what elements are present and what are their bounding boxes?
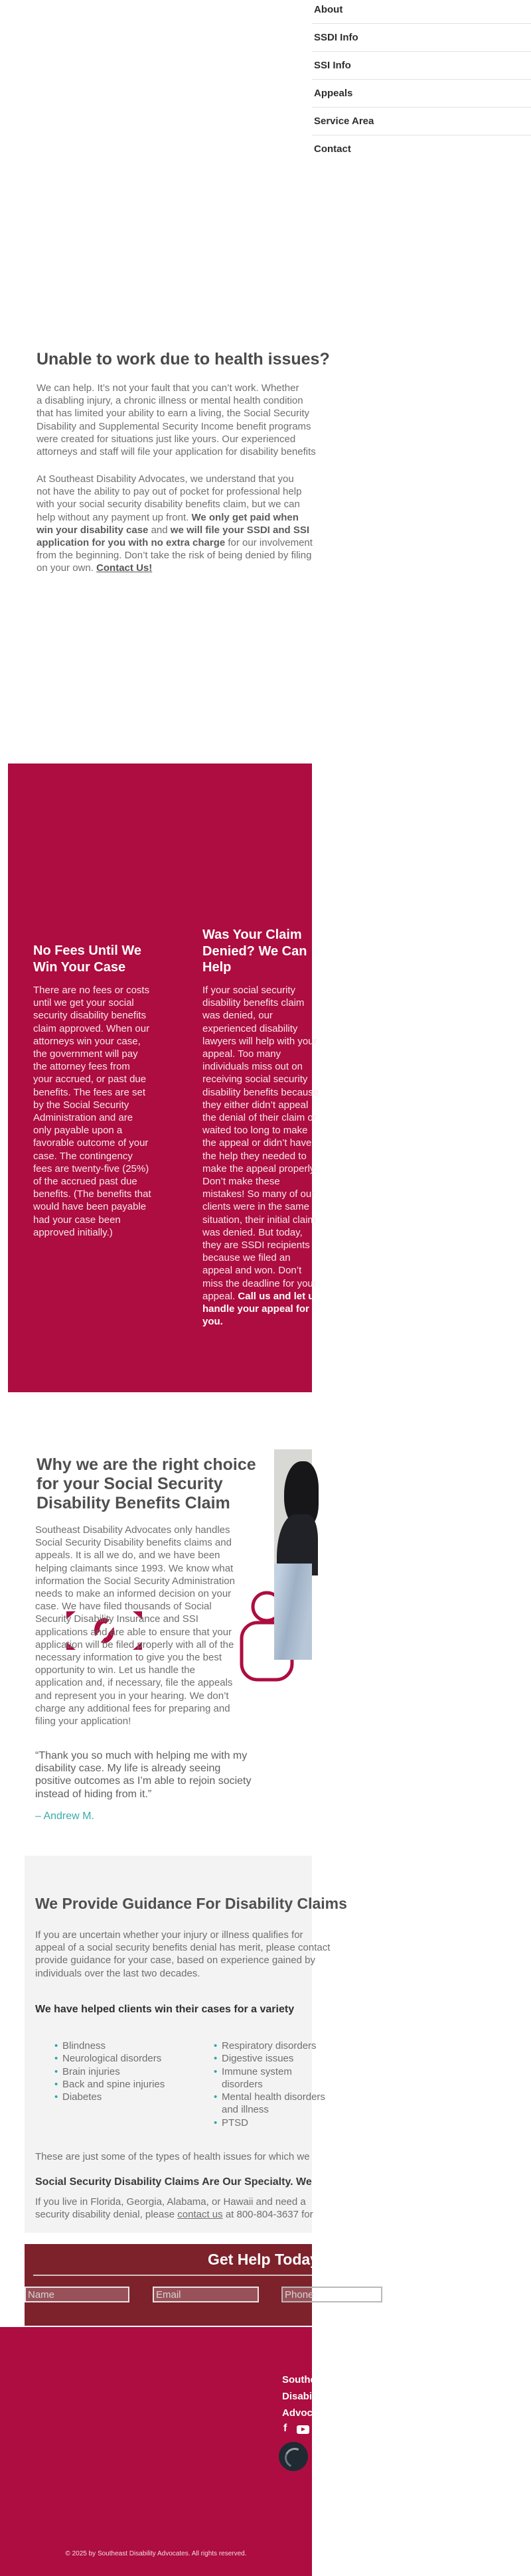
text-line: was denied. But today, bbox=[202, 1226, 303, 1238]
nav-item-ssdi-info[interactable]: SSDI Info bbox=[312, 24, 531, 52]
text-line: were created for situations just like yours. Our experienced bbox=[37, 433, 296, 445]
text-line: There are no fees or costs bbox=[33, 985, 150, 996]
text-line: application for you with no extra charge for our involvement bbox=[37, 537, 313, 549]
text-line: claim approved. When our bbox=[33, 1022, 150, 1034]
nav-item-ssi-info[interactable]: SSI Info bbox=[312, 52, 531, 80]
text-line: Don’t make these bbox=[202, 1176, 280, 1188]
contact-para-line-1: If you live in Florida, Georgia, Alabama, or Hawaii and need a bbox=[35, 2196, 306, 2208]
text-line: benefits. The fees are set bbox=[33, 1086, 145, 1098]
text-line: they are SSDI recipients bbox=[202, 1240, 310, 1251]
text-line: disability benefits claim bbox=[202, 997, 305, 1009]
text-line: Administration and are bbox=[33, 1112, 133, 1124]
footer-brand-line-1: Southeast bbox=[282, 2374, 331, 2385]
text-line: security disability benefits bbox=[33, 1010, 147, 1022]
nav-item-contact[interactable]: Contact bbox=[314, 143, 351, 155]
text-line: information the Social Security Administration bbox=[35, 1575, 235, 1587]
claim-denied-body bbox=[202, 984, 320, 1328]
text-line: Disability and Supplemental Security Income benefit programs bbox=[37, 420, 311, 432]
contact-line2-pre: security disability denial, please bbox=[35, 2209, 178, 2221]
text-line: until we get your social bbox=[33, 997, 134, 1009]
text-line: that has limited your ability to earn a living, the Social Security bbox=[37, 408, 310, 420]
text-line: appeal and won. Don’t bbox=[202, 1265, 302, 1277]
guidance-heading bbox=[35, 1895, 347, 1915]
text-line: lawyers will help with your bbox=[202, 1035, 317, 1047]
text-line: because we filed an bbox=[202, 1252, 291, 1264]
text-line bbox=[202, 1303, 312, 1315]
text-line: individuals over the last two decades. bbox=[35, 1967, 200, 1979]
text-line: application and, if necessary, file the appeals bbox=[35, 1677, 233, 1689]
bold-text: application for you with no extra charge bbox=[37, 537, 226, 549]
text-line: they either didn’t appeal bbox=[202, 1099, 309, 1111]
copyright-text: © 2025 by Southeast Disability Advocates. All rights reserved. bbox=[65, 2550, 247, 2557]
hero-paragraph-2 bbox=[37, 473, 312, 578]
guidance-closing-text: These are just some of the types of health issues for which we bbox=[35, 2151, 310, 2162]
claim-denied-heading bbox=[202, 927, 312, 976]
text-line: make the appeal properly. bbox=[202, 1163, 317, 1174]
text-line: with your social security disability benefits claim, but we can bbox=[37, 499, 300, 511]
footer-brand-line-3: Advocates bbox=[282, 2407, 333, 2419]
text-line: the appeal or didn’t have bbox=[202, 1137, 312, 1149]
text-line: only payable upon a bbox=[33, 1125, 123, 1137]
text-line: Why we are the right choice bbox=[37, 1455, 256, 1474]
text-line: Disability Benefits Claim bbox=[37, 1494, 230, 1512]
text-line: attorneys win your case, bbox=[33, 1035, 141, 1047]
contact-us-link[interactable]: contact us bbox=[177, 2209, 223, 2221]
text-line: Help bbox=[202, 960, 232, 975]
nav-item-about[interactable]: About bbox=[312, 0, 531, 24]
bullet-item: • Mental health disorders bbox=[214, 2091, 312, 2103]
name-input[interactable] bbox=[25, 2287, 129, 2302]
text-line: No Fees Until We bbox=[33, 943, 141, 958]
text-line: not have the ability to pay out of pocket for professional help bbox=[37, 486, 302, 498]
form-title: Get Help Today bbox=[208, 2251, 319, 2268]
text-line: clients were in the same bbox=[202, 1201, 309, 1213]
text-line: If your social security bbox=[202, 985, 296, 996]
testimonial-quote bbox=[35, 1749, 312, 1801]
text-line: applications and are able to ensure that your bbox=[35, 1626, 232, 1638]
form-divider-rule bbox=[33, 2275, 312, 2276]
text-line: the government will pay bbox=[33, 1048, 138, 1060]
text-line: a disabling injury, a chronic illness or mental health condition bbox=[37, 395, 303, 407]
text-line: At Southeast Disability Advocates, we understand that you bbox=[37, 473, 294, 485]
text-line: appeal. Too many bbox=[202, 1048, 281, 1060]
text-line: the denial of their claim or bbox=[202, 1112, 317, 1124]
text-line: would have been payable bbox=[33, 1201, 147, 1213]
text-line: attorneys and staff will file your application for disability benefits bbox=[37, 446, 316, 458]
text-line: on your own. Contact Us! bbox=[37, 562, 153, 574]
contact-us-link[interactable]: Contact Us! bbox=[96, 562, 153, 574]
text-line: mistakes! So many of our bbox=[202, 1188, 315, 1200]
text-line: individuals miss out on bbox=[202, 1061, 303, 1073]
text-line: If you are uncertain whether your injury or illness qualifies for bbox=[35, 1929, 303, 1941]
conditions-list-right bbox=[214, 2040, 325, 2129]
text-line: appeal of a social security benefits denial has merit, please contact bbox=[35, 1942, 331, 1954]
text-line: benefits. (The benefits that bbox=[33, 1188, 151, 1200]
bullet-item-continuation: and illness bbox=[222, 2104, 269, 2116]
text-line: opportunity to win. Let us handle the bbox=[35, 1664, 195, 1676]
benefits-section bbox=[8, 764, 320, 1392]
text-line: situation, their initial claim bbox=[202, 1214, 316, 1226]
text-line: fees are twenty-five (25%) bbox=[33, 1163, 149, 1174]
text-line: disability case. My life is already seeing bbox=[35, 1763, 221, 1775]
text-line: the help they needed to bbox=[202, 1150, 307, 1162]
no-fees-body bbox=[33, 984, 166, 1239]
text-line: “Thank you so much with helping me with my bbox=[35, 1750, 248, 1761]
text-line: provide guidance for your case, based on experience gained by bbox=[35, 1955, 315, 1967]
choice-heading bbox=[37, 1455, 312, 1513]
text-line: appeals. It is all we do, and we have been bbox=[35, 1550, 220, 1562]
text-line: help without any payment up front. We only get paid when bbox=[37, 511, 299, 523]
text-line: by the Social Security bbox=[33, 1099, 129, 1111]
bullet-item-continuation: disorders bbox=[222, 2078, 263, 2090]
youtube-icon[interactable] bbox=[297, 2425, 309, 2434]
text-line: Was Your Claim bbox=[202, 927, 302, 942]
phone-input[interactable] bbox=[281, 2287, 382, 2302]
text-line: Denied? We Can bbox=[202, 943, 307, 959]
text-line: the attorney fees from bbox=[33, 1061, 130, 1073]
text-line: your accrued, or past due bbox=[33, 1074, 147, 1086]
text-line: application will be filed properly with all of the bbox=[35, 1639, 234, 1650]
bullet-item: • PTSD bbox=[214, 2117, 312, 2129]
footer-brand-line-2: Disability bbox=[282, 2391, 327, 2402]
text-line: for your Social Security bbox=[37, 1475, 223, 1493]
bold-text: Call us and let us bbox=[238, 1290, 320, 1302]
bold-text: win your disability case bbox=[37, 524, 149, 536]
text-line: was denied, our bbox=[202, 1010, 273, 1022]
text-line: Security Disability Insurance and SSI bbox=[35, 1613, 198, 1625]
guidance-subheading-text: We have helped clients win their cases for a variety bbox=[35, 2004, 295, 2015]
guidance-paragraph bbox=[35, 1929, 331, 1980]
text-line: from the beginning. Don’t take the risk of being denied by filing bbox=[37, 550, 312, 562]
choice-paragraph bbox=[35, 1524, 312, 1728]
text-line: approved initially.) bbox=[33, 1226, 113, 1238]
text-line: case. We have filed thousands of Social bbox=[35, 1601, 212, 1613]
heading-text: Unable to work due to health issues? bbox=[37, 350, 330, 368]
contact-line2-post: at 800-804-3637 for bbox=[222, 2209, 313, 2221]
testimonial-attribution: – Andrew M. bbox=[35, 1811, 94, 1822]
email-input[interactable] bbox=[153, 2287, 259, 2302]
hero-heading bbox=[37, 350, 330, 372]
bullet-item: • Neurological disorders bbox=[54, 2052, 161, 2065]
bullet-item: • Brain injuries bbox=[54, 2065, 161, 2078]
text-line: win your disability case and we will file your SSDI and SSI bbox=[37, 524, 309, 536]
text-line: miss the deadline for your bbox=[202, 1277, 317, 1289]
bullet-item: • Immune system bbox=[214, 2065, 312, 2078]
bullet-item: • Respiratory disorders bbox=[214, 2040, 312, 2052]
text-line: instead of hiding from it.” bbox=[35, 1788, 152, 1800]
text-line: receiving social security bbox=[202, 1074, 308, 1086]
text-line: case. The contingency bbox=[33, 1150, 133, 1162]
contact-para-line-2 bbox=[35, 2208, 312, 2221]
bullet-item: • Blindness bbox=[54, 2040, 161, 2052]
bold-text: We only get paid when bbox=[191, 511, 299, 523]
text-line bbox=[202, 1315, 312, 1328]
top-nav-menu bbox=[312, 0, 531, 163]
text-line: filing your application! bbox=[35, 1716, 131, 1728]
text-line: disability benefits because bbox=[202, 1086, 319, 1098]
text-line: charge any additional fees for preparing and bbox=[35, 1702, 230, 1714]
text-line: appeal. Call us and let us bbox=[202, 1290, 320, 1302]
nav-item-service-area[interactable]: Service Area bbox=[312, 108, 531, 135]
hero-paragraph-1 bbox=[37, 382, 316, 461]
facebook-icon[interactable]: f bbox=[283, 2423, 287, 2434]
text-line: Social Security Disability benefits claims and bbox=[35, 1537, 232, 1549]
guidance-subheading bbox=[35, 2004, 312, 2018]
no-fees-heading bbox=[33, 943, 169, 975]
text-line: and represent you in your hearing. We don’t bbox=[35, 1690, 229, 1702]
guidance-heading-text: We Provide Guidance For Disability Claims bbox=[35, 1895, 347, 1912]
guidance-contact-paragraph bbox=[35, 2196, 312, 2223]
guidance-closing-line bbox=[35, 2150, 312, 2165]
bullet-item: • Digestive issues bbox=[214, 2052, 312, 2065]
text-line: helping claimants since 1993. We know what bbox=[35, 1562, 234, 1574]
specialty-text: Social Security Disability Claims Are Our Specialty. We bbox=[35, 2176, 312, 2188]
get-help-form-section bbox=[25, 2244, 319, 2326]
specialty-line bbox=[35, 2176, 312, 2191]
nav-item-appeals[interactable]: Appeals bbox=[312, 80, 531, 108]
text-line: We can help. It’s not your fault that you can’t work. Whether bbox=[37, 382, 299, 394]
text-line: needs to make an informed decision on your bbox=[35, 1588, 232, 1600]
bold-text: you. bbox=[202, 1316, 223, 1328]
text-line: of the accrued past due bbox=[33, 1176, 137, 1188]
text-line: necessary information to give you the best bbox=[35, 1652, 222, 1664]
bullet-item: • Diabetes bbox=[54, 2091, 161, 2103]
text-line: Southeast Disability Advocates only handles bbox=[35, 1524, 230, 1536]
text-line: had your case been bbox=[33, 1214, 121, 1226]
round-badge-icon[interactable] bbox=[279, 2442, 308, 2471]
text-line: positive outcomes as I’m able to rejoin society bbox=[35, 1775, 252, 1787]
bullet-item: • Back and spine injuries bbox=[54, 2078, 161, 2091]
footer bbox=[0, 2327, 333, 2576]
text-line: waited too long to make bbox=[202, 1125, 308, 1137]
bold-text: we will file your SSDI and SSI bbox=[170, 524, 309, 536]
text-line: favorable outcome of your bbox=[33, 1137, 149, 1149]
text-line: Win Your Case bbox=[33, 959, 126, 975]
bold-text: handle your appeal for bbox=[202, 1303, 309, 1315]
conditions-list-left bbox=[54, 2040, 165, 2103]
guidance-section bbox=[25, 1856, 347, 2233]
text-line: experienced disability bbox=[202, 1022, 298, 1034]
